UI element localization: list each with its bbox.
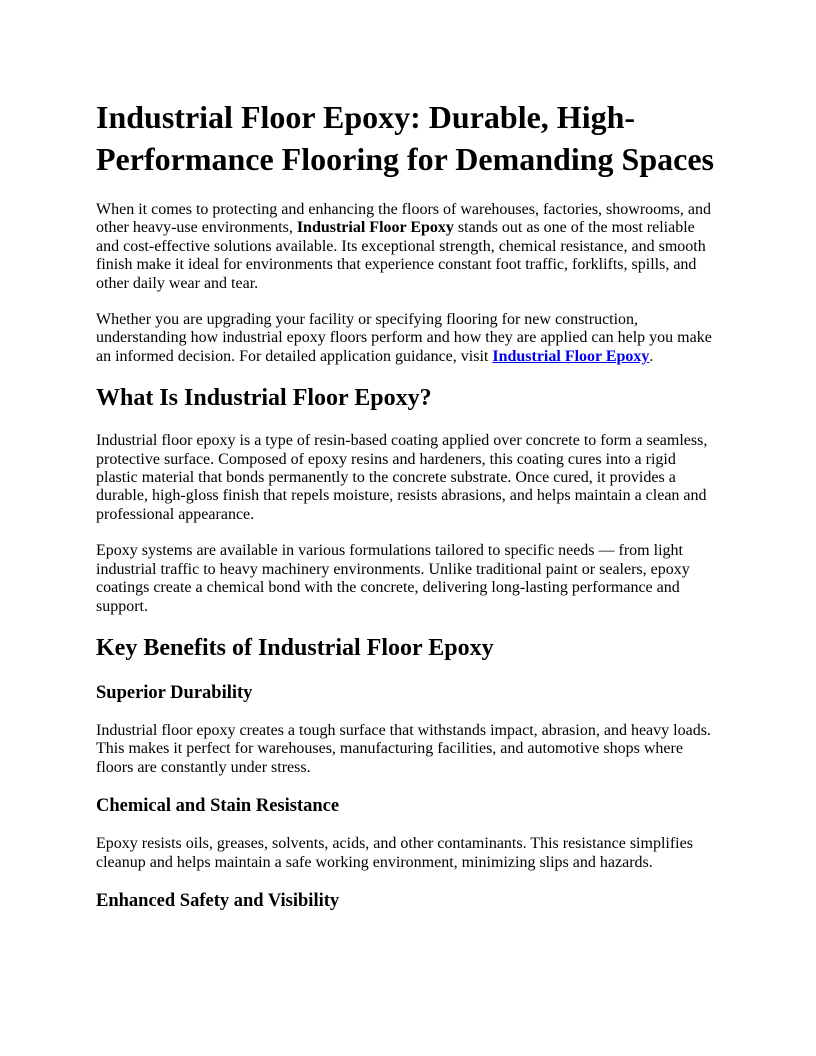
chemical-resistance-paragraph: Epoxy resists oils, greases, solvents, acids, and other contaminants. This resistance simplifies cleanup and helps maintain a safe working environment, minimizing slips and hazards.	[96, 835, 693, 871]
section-heading-benefits: Key Benefits of Industrial Floor Epoxy	[96, 634, 494, 661]
intro2-text-end: .	[649, 347, 654, 365]
intro-bold-term: Industrial Floor Epoxy	[296, 219, 454, 237]
intro-text-end: stands out as one of the most reliable and cost-effective solutions available. Its exceptional strength, chemical resistance, and smooth finish make it ideal for environments that experience constant foot traffic, forklifts, spills, and other daily wear and tear.	[96, 219, 706, 292]
intro2-text-start: Whether you are upgrading your facility or specifying flooring for new construction, understanding how industrial epoxy floors perform and how they are applied can help you make an informed decision. For detailed application guidance, visit	[96, 311, 712, 365]
subheading-durability: Superior Durability	[96, 682, 253, 703]
what-is-paragraph-1: Industrial floor epoxy is a type of resin-based coating applied over concrete to form a seamless, protective surface. Composed of epoxy resins and hardeners, this coating cures into a rigid plastic material that bonds permanently to the concrete substrate. Once cured, it provides a durable, high-gloss finish that repels moisture, resists abrasions, and helps maintain a clean and professional appearance.	[96, 432, 708, 523]
intro-paragraph-2	[96, 311, 720, 366]
page-title: Industrial Floor Epoxy: Durable, High-Performance Flooring for Demanding Spaces	[96, 99, 714, 177]
subheading-chemical-resistance: Chemical and Stain Resistance	[96, 796, 340, 817]
industrial-floor-epoxy-link[interactable]: Industrial Floor Epoxy	[492, 347, 650, 365]
intro-paragraph-1	[96, 201, 720, 293]
what-is-paragraph-2: Epoxy systems are available in various formulations tailored to specific needs — from light industrial traffic to heavy machinery environments. Unlike traditional paint or sealers, epoxy coatings create a chemical bond with the concrete, delivering long-lasting performance and support.	[96, 542, 690, 615]
document-body	[96, 96, 720, 930]
section-heading-what-is: What Is Industrial Floor Epoxy?	[96, 385, 432, 412]
subheading-safety: Enhanced Safety and Visibility	[96, 890, 340, 911]
intro-text-start: When it comes to protecting and enhancing the floors of warehouses, factories, showrooms, and other heavy-use environments,	[96, 201, 711, 237]
durability-paragraph: Industrial floor epoxy creates a tough surface that withstands impact, abrasion, and heavy loads. This makes it perfect for warehouses, manufacturing facilities, and automotive shops where floors are constantly under stress.	[96, 721, 711, 776]
